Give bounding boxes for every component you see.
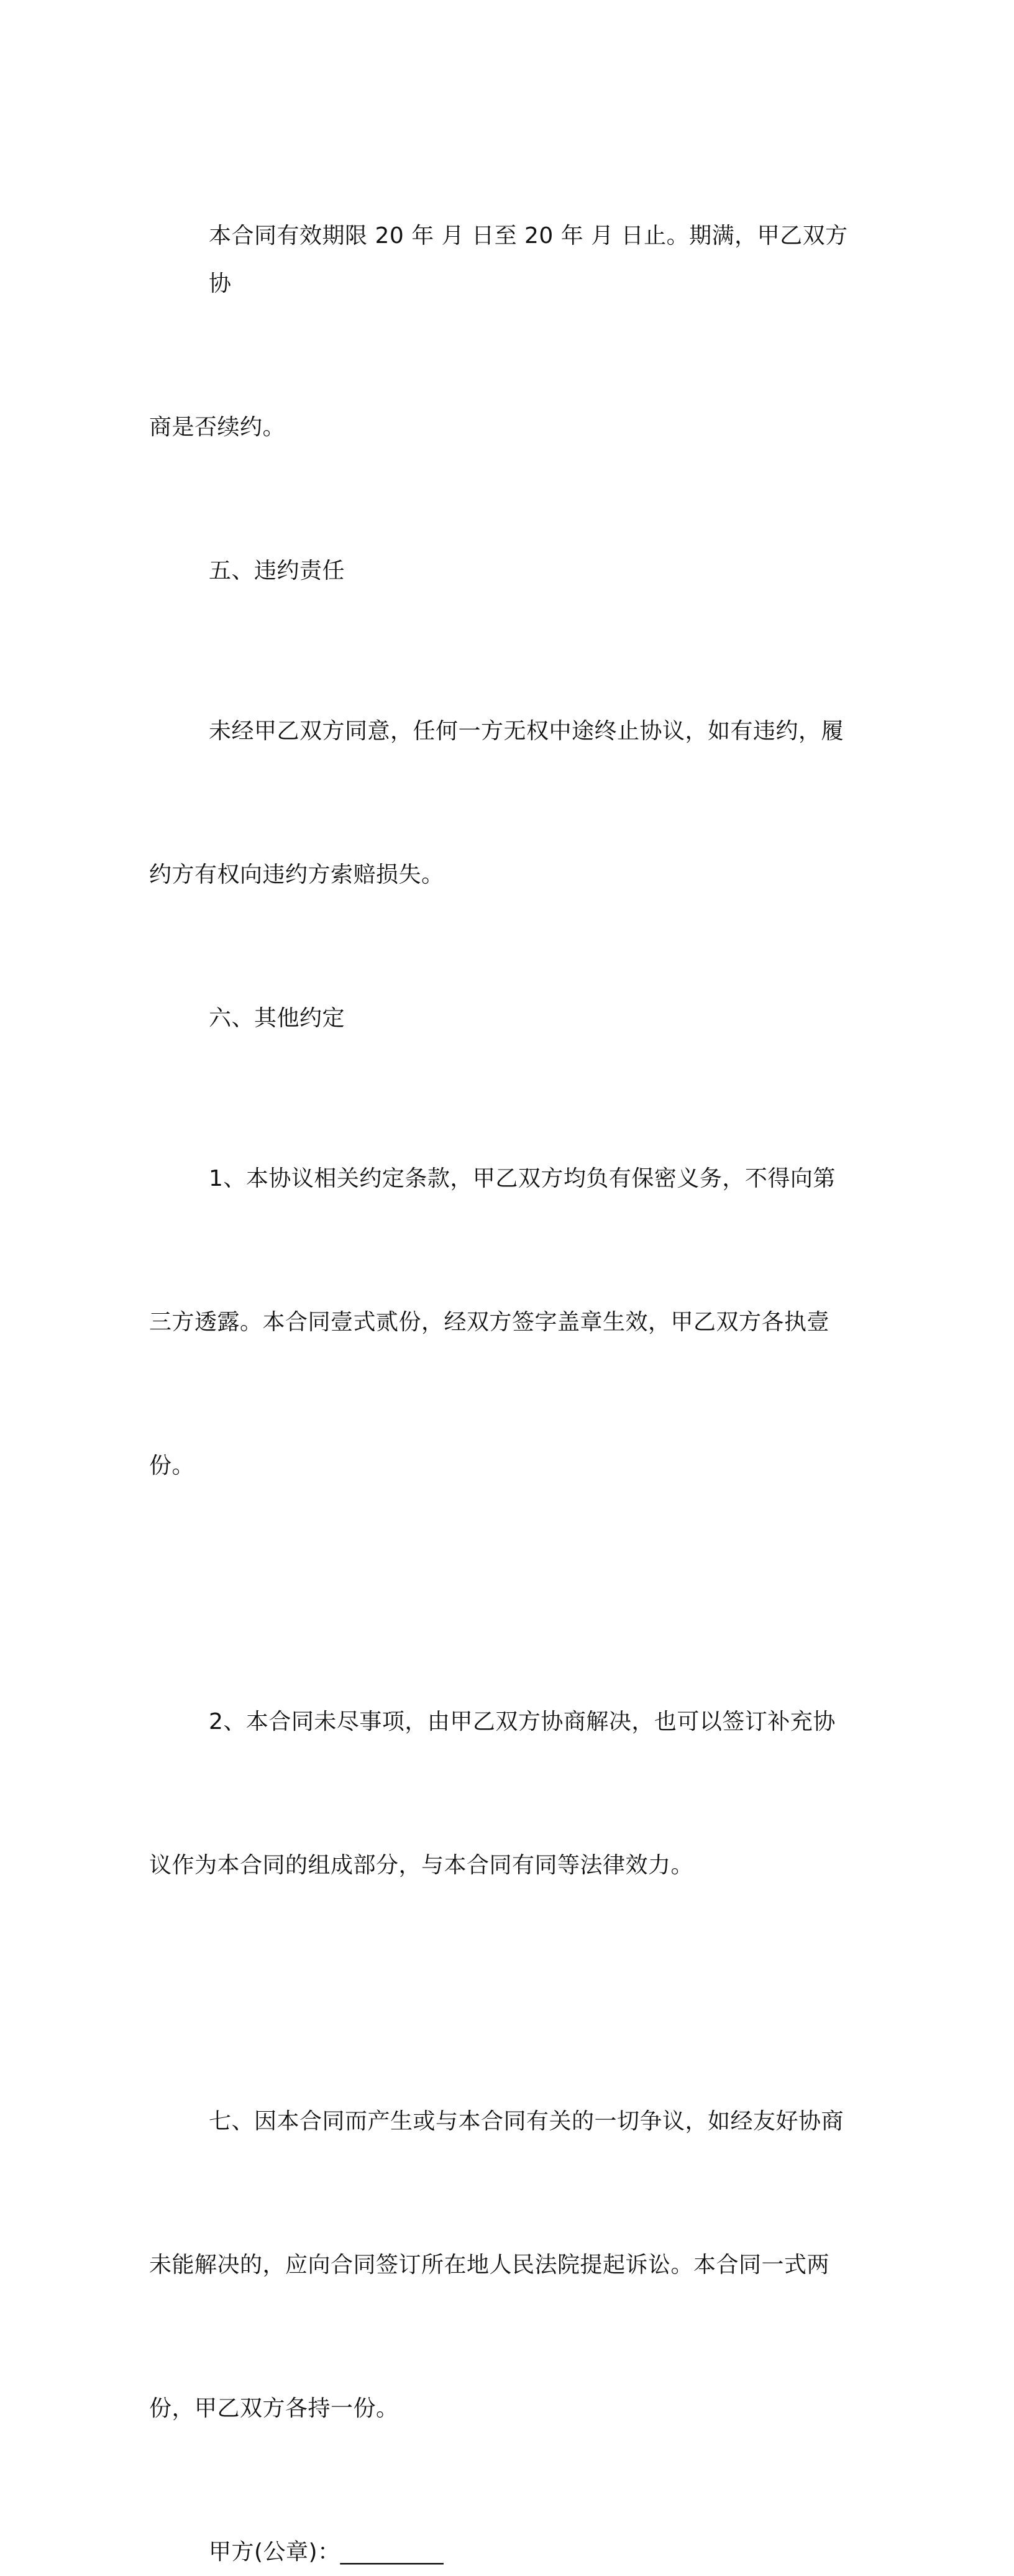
- item-2-line-1: 2、本合同未尽事项，由甲乙双方协商解决，也可以签订补充协: [209, 1709, 836, 1735]
- section-6-heading: 六、其他约定: [209, 1006, 345, 1031]
- contract-term-line-1: 本合同有效期限 20 年 月 日至 20 年 月 日止。期满，甲乙双方协: [209, 223, 848, 296]
- section-7-line-3: 份，甲乙双方各持一份。: [149, 2396, 399, 2421]
- section-7-line-1: 七、因本合同而产生或与本合同有关的一切争议，如经友好协商: [209, 2109, 844, 2134]
- contract-term-line-2: 商是否续约。: [149, 415, 286, 440]
- item-1-line-1: 1、本协议相关约定条款，甲乙双方均负有保密义务，不得向第: [209, 1166, 836, 1191]
- section-7-line-2: 未能解决的，应向合同签订所在地人民法院提起诉讼。本合同一式两: [149, 2252, 830, 2278]
- section-7-paragraph: [149, 2002, 857, 2528]
- breach-line-2: 约方有权向违约方索赔损失。: [149, 862, 444, 887]
- item-1-line-2: 三方透露。本合同壹式贰份，经双方签字盖章生效，甲乙双方各执壹: [149, 1309, 830, 1335]
- breach-paragraph: [149, 612, 857, 994]
- document-body: [149, 116, 857, 2576]
- item-2-line-2: 议作为本合同的组成部分，与本合同有同等法律效力。: [149, 1853, 694, 1878]
- item-2-paragraph: [149, 1602, 857, 1985]
- contract-term-paragraph: [149, 116, 857, 547]
- breach-line-1: 未经甲乙双方同意，任何一方无权中途终止协议，如有违约，履: [209, 718, 844, 744]
- section-5-heading: 五、违约责任: [209, 558, 345, 584]
- party-a-signature-line: 甲方(公章)：_________: [209, 2539, 444, 2565]
- item-1-line-3: 份。: [149, 1453, 195, 1478]
- item-1-paragraph: [149, 1059, 857, 1585]
